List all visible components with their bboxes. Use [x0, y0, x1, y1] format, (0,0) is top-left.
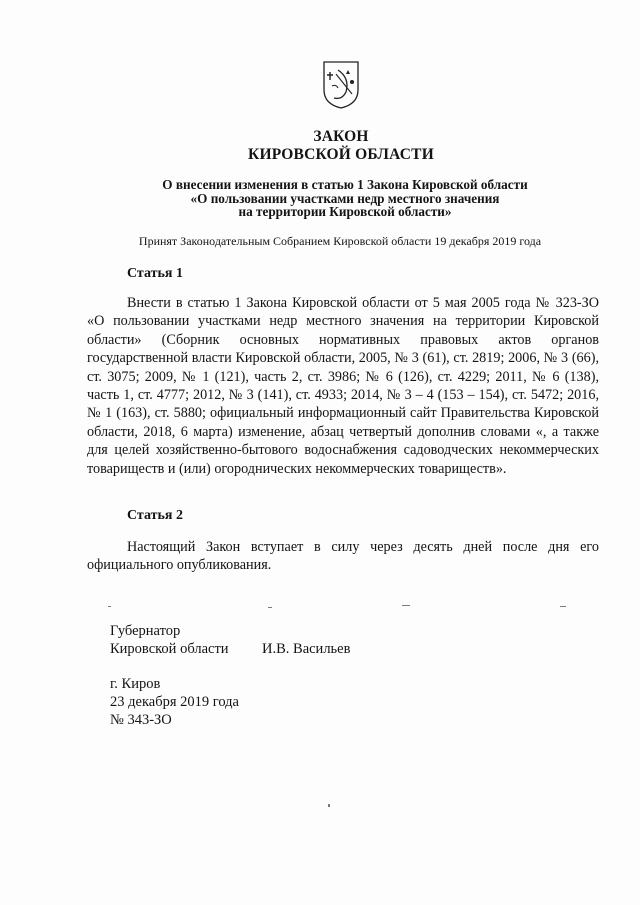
signing-date: 23 декабря 2019 года [110, 694, 239, 710]
subtitle-line: О внесении изменения в статью 1 Закона Кировской области [162, 177, 528, 192]
article-2-heading: Статья 2 [127, 508, 183, 523]
signatory-position [110, 622, 229, 658]
scan-artifact [560, 606, 566, 607]
law-subtitle [0, 178, 640, 219]
scan-artifact [108, 606, 111, 607]
adoption-note: Принят Законодательным Собранием Кировской области 19 декабря 2019 года [138, 234, 542, 248]
signing-city: г. Киров [110, 676, 161, 692]
article-1-text: Внести в статью 1 Закона Кировской области от 5 мая 2005 года № 323-ЗО «О пользовании участками недр местного значения на территории Кировской области» (Сборник основных нормативных правовых актов органов государственной власти Кировской области, 2005, № 3 (61), ст. 2819; 2006, № 3 (66), ст. 3075; 2009, № 1 (121), часть 2, ст. 3986; № 6 (126), ст. 4229; 2011, № 6 (138), часть 1, ст. 4777; 2012, № 3 (141), ст. 4933; 2014, № 3 – 4 (153 – 154), ст. 5472; 2016, № 1 (163), ст. 5880; официальный информационный сайт Правительства Кировской области, 2018, 6 марта) изменение, абзац четвертый дополнив словами «, а также для целей хозяйственно-бытового водоснабжения садоводческих некоммерческих товариществ и (или) огороднических некоммерческих товариществ». [87, 295, 599, 477]
signing-details [110, 675, 239, 729]
signatory-name: И.В. Васильев [262, 641, 351, 657]
subtitle-line: на территории Кировской области» [238, 204, 452, 219]
article-1-heading: Статья 1 [127, 266, 183, 281]
law-title [0, 128, 640, 164]
law-number: № 343-ЗО [110, 712, 172, 728]
scan-artifact [402, 605, 410, 606]
region-label: КИРОВСКОЙ ОБЛАСТИ [248, 146, 434, 163]
scan-artifact [328, 804, 330, 807]
scan-artifact [268, 607, 272, 608]
law-label: ЗАКОН [313, 128, 369, 145]
subtitle-line: «О пользовании участками недр местного значения [190, 190, 500, 206]
position-line: Губернатор [110, 623, 181, 639]
article-2-text: Настоящий Закон вступает в силу через десять дней после дня его официального опубликования. [87, 539, 599, 574]
coat-of-arms-icon [322, 60, 360, 110]
position-line: Кировской области [110, 641, 229, 657]
